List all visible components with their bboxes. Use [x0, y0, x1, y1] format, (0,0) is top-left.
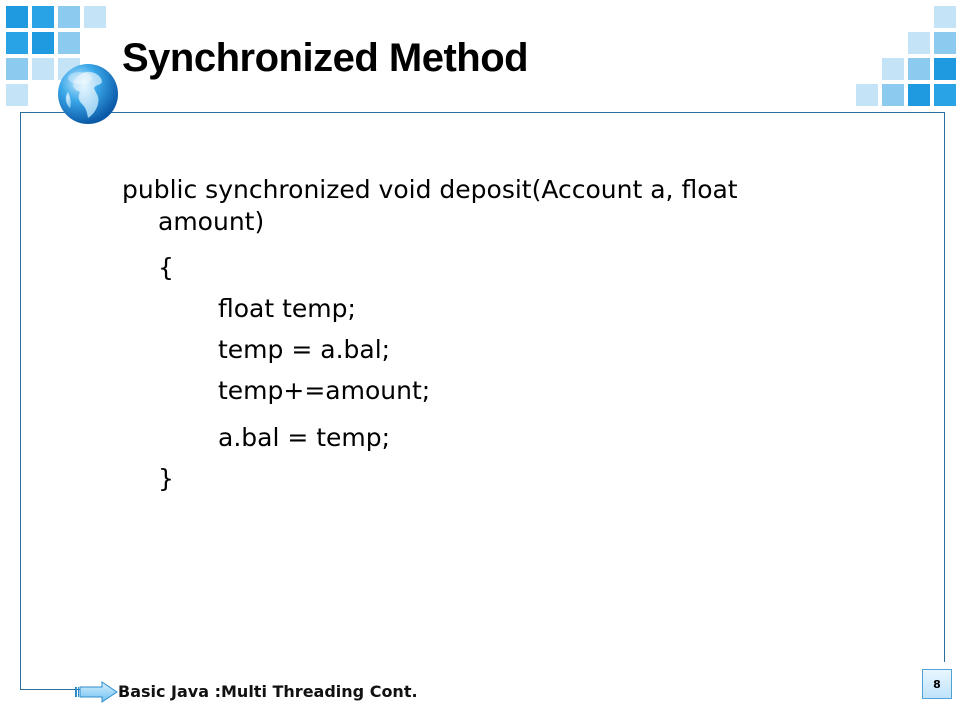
- frame-bottom-divider: [20, 689, 80, 690]
- globe-icon: [56, 62, 120, 126]
- footer-caption: Basic Java :Multi Threading Cont.: [118, 682, 418, 701]
- code-line: public synchronized void deposit(Account a, float: [122, 175, 738, 204]
- frame-left-divider: [20, 112, 21, 690]
- code-line: a.bal = temp;: [218, 423, 391, 452]
- code-line: amount): [158, 207, 265, 236]
- arrow-icon: [74, 681, 118, 703]
- frame-right-divider: [944, 112, 945, 662]
- code-line: }: [158, 464, 174, 493]
- code-line: float temp;: [218, 294, 356, 323]
- code-line: temp+=amount;: [218, 376, 431, 405]
- corner-tile-grid-right-icon: [848, 6, 958, 110]
- code-line: {: [158, 253, 174, 282]
- page-number-badge: 8: [922, 669, 952, 699]
- slide-title: Synchronized Method: [122, 36, 529, 80]
- frame-top-divider: [20, 112, 945, 113]
- code-line: temp = a.bal;: [218, 335, 391, 364]
